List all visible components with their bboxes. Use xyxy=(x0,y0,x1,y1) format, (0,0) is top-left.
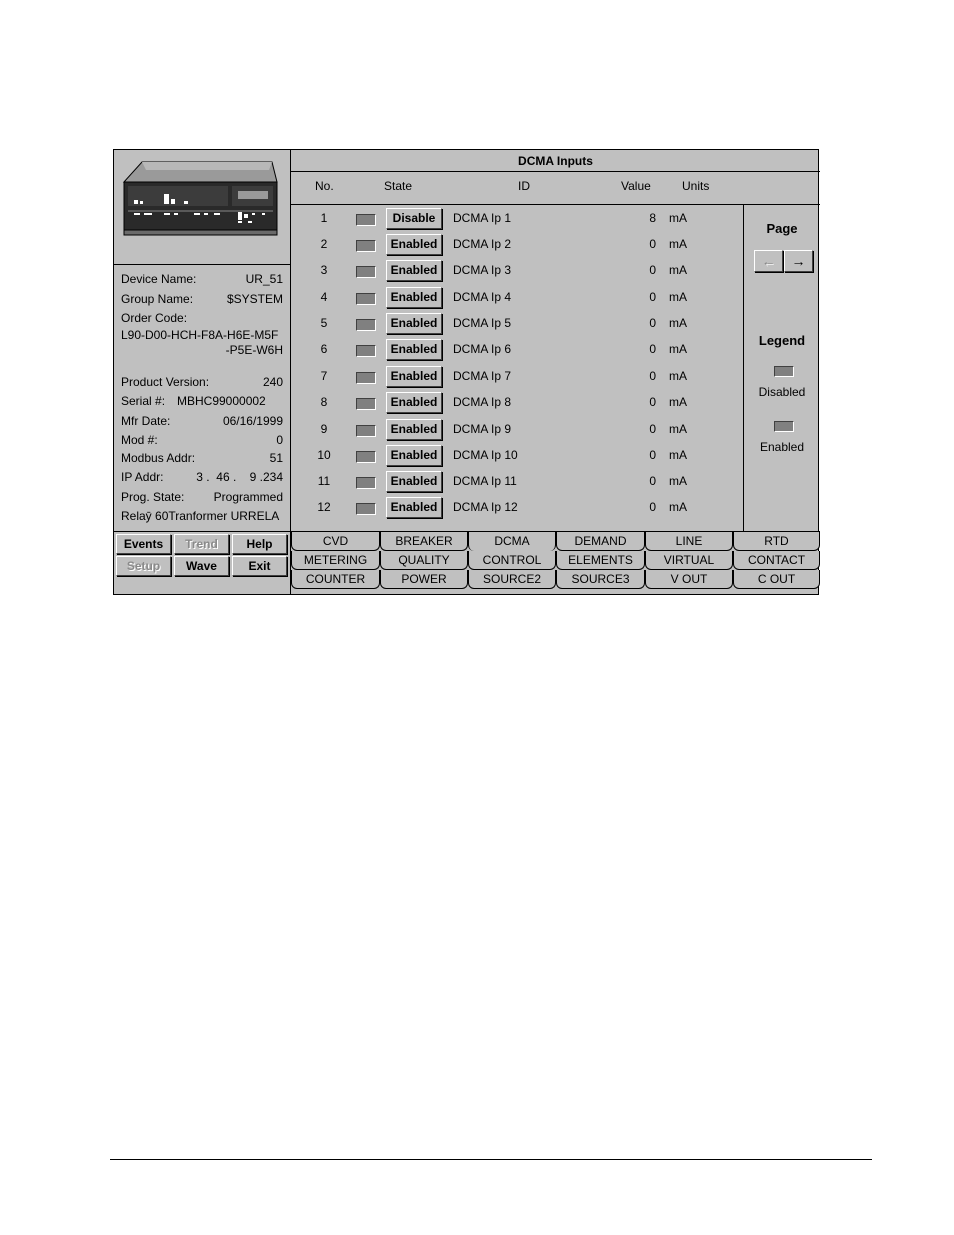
row-units: mA xyxy=(669,237,687,251)
info-label: Relaȳ 60Tranformer URRELA xyxy=(121,509,280,523)
info-value: 240 xyxy=(262,375,283,389)
info-value: 06/16/1999 xyxy=(222,414,283,428)
info-label: Product Version: xyxy=(121,375,210,389)
info-label: Mfr Date: xyxy=(121,414,171,428)
tab-v-out[interactable]: V OUT xyxy=(645,570,733,589)
tab-breaker[interactable]: BREAKER xyxy=(380,532,468,551)
legend-disabled-led xyxy=(774,366,794,377)
status-led xyxy=(356,425,376,437)
events-button[interactable]: Events xyxy=(116,534,171,554)
row-no: 9 xyxy=(320,422,328,436)
info-label: L90-D00-HCH-F8A-H6E-M5F xyxy=(121,328,279,342)
row-no: 1 xyxy=(320,211,328,225)
info-prog-state xyxy=(121,489,283,506)
row-no: 6 xyxy=(320,342,328,356)
side-panel xyxy=(744,205,820,531)
row-value: 0 xyxy=(649,474,656,488)
tab-line[interactable]: LINE xyxy=(645,532,733,551)
setup-button[interactable]: Setup xyxy=(116,556,171,576)
info-value: $SYSTEM xyxy=(226,292,283,306)
tab-counter[interactable]: COUNTER xyxy=(291,570,380,589)
info-value: Programmed xyxy=(213,490,283,504)
row-value: 0 xyxy=(649,369,656,383)
row-units: mA xyxy=(669,448,687,462)
col-units: Units xyxy=(682,179,710,193)
info-product-version xyxy=(121,374,283,391)
table-row xyxy=(291,364,744,390)
state-toggle-button[interactable]: Enabled xyxy=(386,234,442,255)
legend-enabled-label: Enabled xyxy=(759,440,805,454)
status-led xyxy=(356,214,376,226)
state-toggle-button[interactable]: Enabled xyxy=(386,471,442,492)
status-led xyxy=(356,345,376,357)
trend-button[interactable]: Trend xyxy=(174,534,229,554)
page-prev-button[interactable]: ← xyxy=(754,250,783,272)
info-relay-name xyxy=(121,508,283,525)
row-id: DCMA Ip 1 xyxy=(453,211,512,225)
col-no: No. xyxy=(315,179,334,193)
row-no: 7 xyxy=(320,369,328,383)
status-led xyxy=(356,451,376,463)
row-id: DCMA Ip 11 xyxy=(453,474,517,488)
row-no: 4 xyxy=(320,290,328,304)
info-value: MBHC99000002 xyxy=(177,394,266,408)
status-led xyxy=(356,266,376,278)
device-panel xyxy=(114,150,291,594)
tab-source2[interactable]: SOURCE2 xyxy=(468,570,556,589)
row-units: mA xyxy=(669,316,687,330)
row-id: DCMA Ip 5 xyxy=(453,316,512,330)
col-state: State xyxy=(384,179,413,193)
row-id: DCMA Ip 4 xyxy=(453,290,512,304)
row-id: DCMA Ip 9 xyxy=(453,422,512,436)
table-row xyxy=(291,390,744,416)
info-label: Order Code: xyxy=(121,311,188,325)
info-mfr-date xyxy=(121,413,283,430)
row-id: DCMA Ip 2 xyxy=(453,237,512,251)
state-toggle-button[interactable]: Enabled xyxy=(386,445,442,466)
row-units: mA xyxy=(669,263,687,277)
tab-source3[interactable]: SOURCE3 xyxy=(556,570,645,589)
info-mod xyxy=(121,432,283,449)
legend-enabled-led xyxy=(774,421,794,432)
row-id: DCMA Ip 12 xyxy=(453,500,518,514)
state-toggle-button[interactable]: Enabled xyxy=(386,260,442,281)
info-value: 3 . 46 . 9 .234 xyxy=(196,470,283,484)
row-units: mA xyxy=(669,422,687,436)
state-toggle-button[interactable]: Enabled xyxy=(386,287,442,308)
row-value: 0 xyxy=(649,422,656,436)
tab-demand[interactable]: DEMAND xyxy=(556,532,645,551)
row-value: 0 xyxy=(649,263,656,277)
row-id: DCMA Ip 8 xyxy=(453,395,512,409)
state-toggle-button[interactable]: Enabled xyxy=(386,419,442,440)
tab-control[interactable]: CONTROL xyxy=(468,551,556,570)
row-units: mA xyxy=(669,290,687,304)
page-label: Page xyxy=(766,221,798,236)
divider xyxy=(114,531,290,532)
tab-contact[interactable]: CONTACT xyxy=(733,551,820,570)
row-value: 0 xyxy=(649,316,656,330)
table-row xyxy=(291,232,744,258)
status-led xyxy=(356,398,376,410)
status-led xyxy=(356,503,376,515)
table-row xyxy=(291,495,744,521)
row-id: DCMA Ip 7 xyxy=(453,369,512,383)
page-next-button[interactable]: → xyxy=(784,250,813,272)
tab-metering[interactable]: METERING xyxy=(291,551,380,570)
tab-elements[interactable]: ELEMENTS xyxy=(556,551,645,570)
row-units: mA xyxy=(669,500,687,514)
tab-c-out[interactable]: C OUT xyxy=(733,570,820,589)
tab-quality[interactable]: QUALITY xyxy=(380,551,468,570)
state-toggle-button[interactable]: Enabled xyxy=(386,497,442,518)
row-value: 0 xyxy=(649,290,656,304)
info-label: Prog. State: xyxy=(121,490,185,504)
col-value: Value xyxy=(621,179,651,193)
row-value: 0 xyxy=(649,395,656,409)
table-row xyxy=(291,206,744,232)
status-led xyxy=(356,477,376,489)
row-no: 5 xyxy=(320,316,328,330)
column-header xyxy=(291,172,820,205)
row-units: mA xyxy=(669,474,687,488)
info-modbus-addr xyxy=(121,450,283,467)
info-value: -P5E-W6H xyxy=(225,343,283,357)
relay-window xyxy=(113,149,819,595)
table-row xyxy=(291,311,744,337)
tab-virtual[interactable]: VIRTUAL xyxy=(645,551,733,570)
info-order-code xyxy=(121,310,283,327)
status-led xyxy=(356,319,376,331)
tab-bar xyxy=(291,531,820,594)
table-row xyxy=(291,443,744,469)
info-label: Serial #: xyxy=(121,394,166,408)
tab-dcma[interactable]: DCMA xyxy=(468,532,556,551)
info-group-name xyxy=(121,291,283,308)
table-row xyxy=(291,337,744,363)
exit-button[interactable]: Exit xyxy=(232,556,287,576)
state-toggle-button[interactable]: Enabled xyxy=(386,313,442,334)
help-button[interactable]: Help xyxy=(232,534,287,554)
row-id: DCMA Ip 10 xyxy=(453,448,518,462)
row-units: mA xyxy=(669,342,687,356)
row-no: 11 xyxy=(317,474,331,488)
info-label: Device Name: xyxy=(121,272,197,286)
info-label: IP Addr: xyxy=(121,470,164,484)
status-led xyxy=(356,372,376,384)
row-value: 0 xyxy=(649,237,656,251)
state-toggle-button[interactable]: Enabled xyxy=(386,339,442,360)
info-value: 0 xyxy=(276,433,283,447)
col-id: ID xyxy=(518,179,530,193)
row-id: DCMA Ip 3 xyxy=(453,263,512,277)
legend-disabled-label: Disabled xyxy=(758,385,806,399)
info-value: UR_51 xyxy=(245,272,283,286)
info-label: Group Name: xyxy=(121,292,194,306)
row-no: 2 xyxy=(320,237,328,251)
table-row xyxy=(291,258,744,284)
info-ip-addr xyxy=(121,469,283,486)
table-row xyxy=(291,417,744,443)
row-no: 3 xyxy=(320,263,328,277)
legend-title: Legend xyxy=(758,333,806,348)
info-serial xyxy=(121,393,283,410)
relay-device-image xyxy=(114,150,290,265)
row-value: 0 xyxy=(649,448,656,462)
wave-button[interactable]: Wave xyxy=(174,556,229,576)
row-value: 0 xyxy=(649,342,656,356)
row-no: 8 xyxy=(320,395,328,409)
status-led xyxy=(356,240,376,252)
panel-title: DCMA Inputs xyxy=(291,150,820,172)
row-value: 0 xyxy=(649,500,656,514)
row-units: mA xyxy=(669,369,687,383)
row-units: mA xyxy=(669,211,687,225)
tab-rtd[interactable]: RTD xyxy=(733,532,820,551)
info-value: 51 xyxy=(269,451,283,465)
page-footer-rule xyxy=(110,1159,872,1160)
info-label: Modbus Addr: xyxy=(121,451,196,465)
table-row xyxy=(291,285,744,311)
row-no: 12 xyxy=(317,500,331,514)
info-order-code-line2 xyxy=(121,342,283,359)
table-row xyxy=(291,469,744,495)
row-value: 8 xyxy=(649,211,656,225)
state-toggle-button[interactable]: Disable xyxy=(386,208,442,229)
dcma-table xyxy=(291,205,744,531)
tab-cvd[interactable]: CVD xyxy=(291,532,380,551)
row-no: 10 xyxy=(317,448,331,462)
tab-power[interactable]: POWER xyxy=(380,570,468,589)
status-led xyxy=(356,293,376,305)
state-toggle-button[interactable]: Enabled xyxy=(386,366,442,387)
row-units: mA xyxy=(669,395,687,409)
row-id: DCMA Ip 6 xyxy=(453,342,512,356)
info-device-name xyxy=(121,271,283,288)
info-label: Mod #: xyxy=(121,433,158,447)
state-toggle-button[interactable]: Enabled xyxy=(386,392,442,413)
